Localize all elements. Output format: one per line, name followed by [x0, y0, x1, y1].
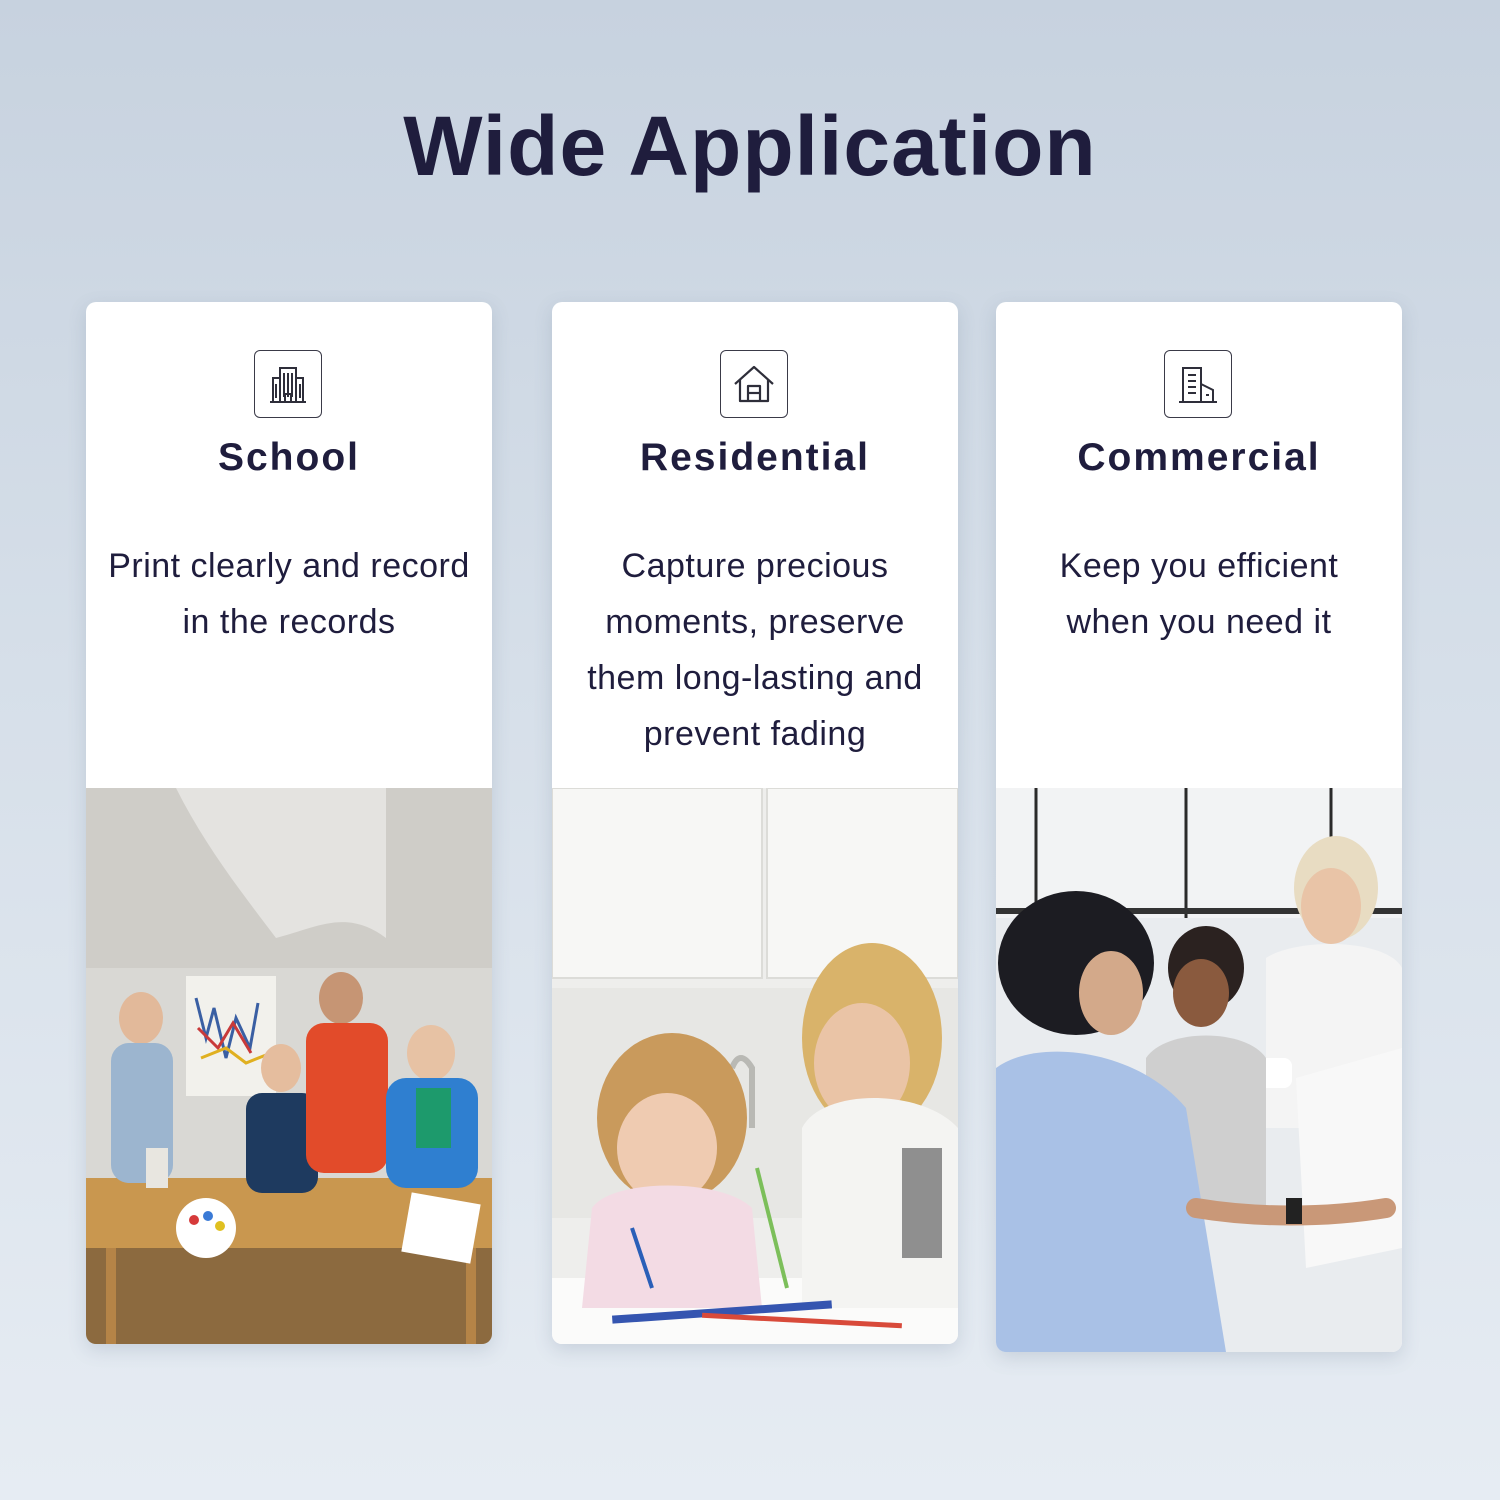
card-description: Print clearly and record in the records	[108, 547, 470, 641]
school-building-icon	[254, 350, 322, 418]
card-school	[86, 302, 492, 1344]
office-building-icon	[1164, 350, 1232, 418]
colleagues-meeting-photo	[996, 788, 1402, 1352]
page-title: Wide Application	[403, 99, 1097, 193]
card-description: Keep you efficient when you need it	[1059, 547, 1339, 641]
house-icon	[720, 350, 788, 418]
card-commercial	[996, 302, 1402, 1352]
mother-and-daughter-drawing-photo	[552, 788, 958, 1344]
card-title: Residential	[639, 436, 871, 479]
card-residential	[552, 302, 958, 1344]
card-description: Capture precious moments, preserve them long-lasting and prevent fading	[587, 547, 923, 753]
children-painting-at-table-photo	[86, 788, 492, 1344]
card-title: School	[217, 436, 360, 479]
card-title: Commercial	[1077, 436, 1321, 479]
